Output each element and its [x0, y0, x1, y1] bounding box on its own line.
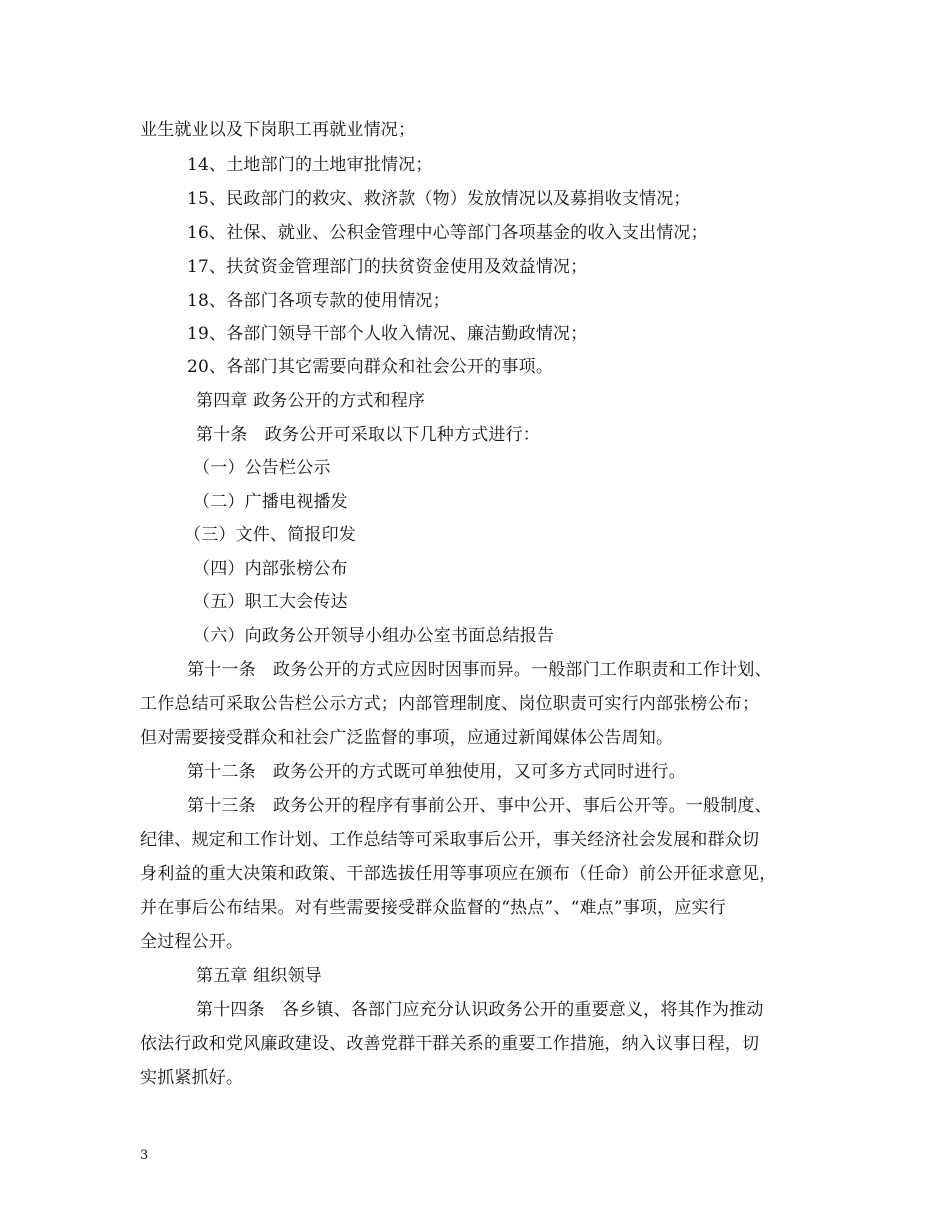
list-item: （三）文件、简报印发 [184, 525, 356, 545]
chapter-heading: 第五章 组织领导 [196, 966, 323, 986]
page-number: 3 [140, 1148, 149, 1163]
paragraph-line: 依法行政和党风廉政建设、改善党群干群关系的重要工作措施，纳入议事日程，切 [140, 1034, 760, 1054]
paragraph-line: 纪律、规定和工作计划、工作总结等可采取事后公开，事关经济社会发展和群众切 [140, 830, 760, 850]
paragraph-line: 实抓紧抓好。 [140, 1068, 244, 1088]
list-item: （五）职工大会传达 [193, 592, 348, 612]
list-item: 20、各部门其它需要向群众和社会公开的事项。 [187, 357, 554, 377]
paragraph-line: 第十三条 政务公开的程序有事前公开、事中公开、事后公开等。一般制度、 [187, 796, 772, 816]
paragraph-line: 但对需要接受群众和社会广泛监督的事项，应通过新闻媒体公告周知。 [140, 728, 674, 748]
list-item: （六）向政务公开领导小组办公室书面总结报告 [193, 626, 555, 646]
text-line: 业生就业以及下岗职工再就业情况； [140, 120, 416, 140]
paragraph-line: 全过程公开。 [140, 932, 244, 952]
list-item: （一）公告栏公示 [193, 458, 331, 478]
list-item: （二）广播电视播发 [193, 492, 348, 512]
list-item: 19、各部门领导干部个人收入情况、廉洁勤政情况； [187, 324, 588, 344]
list-item: 18、各部门各项专款的使用情况； [187, 291, 450, 311]
chapter-heading: 第四章 政务公开的方式和程序 [196, 391, 426, 411]
list-item: 16、社保、就业、公积金管理中心等部门各项基金的收入支出情况； [187, 223, 708, 243]
paragraph-line: 工作总结可采取公告栏公示方式；内部管理制度、岗位职责可实行内部张榜公布； [140, 694, 760, 714]
list-item: 15、民政部门的救灾、救济款（物）发放情况以及募捐收支情况； [187, 189, 691, 209]
article-heading: 第十条 政务公开可采取以下几种方式进行： [196, 425, 540, 445]
paragraph-line: 第十四条 各乡镇、各部门应充分认识政务公开的重要意义，将其作为推动 [196, 1000, 764, 1020]
paragraph-line: 第十一条 政务公开的方式应因时因事而异。一般部门工作职责和工作计划、 [187, 660, 772, 680]
paragraph-line: 并在事后公布结果。对有些需要接受群众监督的“热点”、“难点”事项，应实行 [140, 898, 726, 918]
list-item: （四）内部张榜公布 [193, 559, 348, 579]
list-item: 14、土地部门的土地审批情况； [187, 155, 433, 175]
paragraph-line: 身利益的重大决策和政策、干部选拔任用等事项应在颁布（任命）前公开征求意见， [140, 864, 777, 884]
list-item: 17、扶贫资金管理部门的扶贫资金使用及效益情况； [187, 257, 588, 277]
paragraph-line: 第十二条 政务公开的方式既可单独使用，又可多方式同时进行。 [187, 762, 686, 782]
